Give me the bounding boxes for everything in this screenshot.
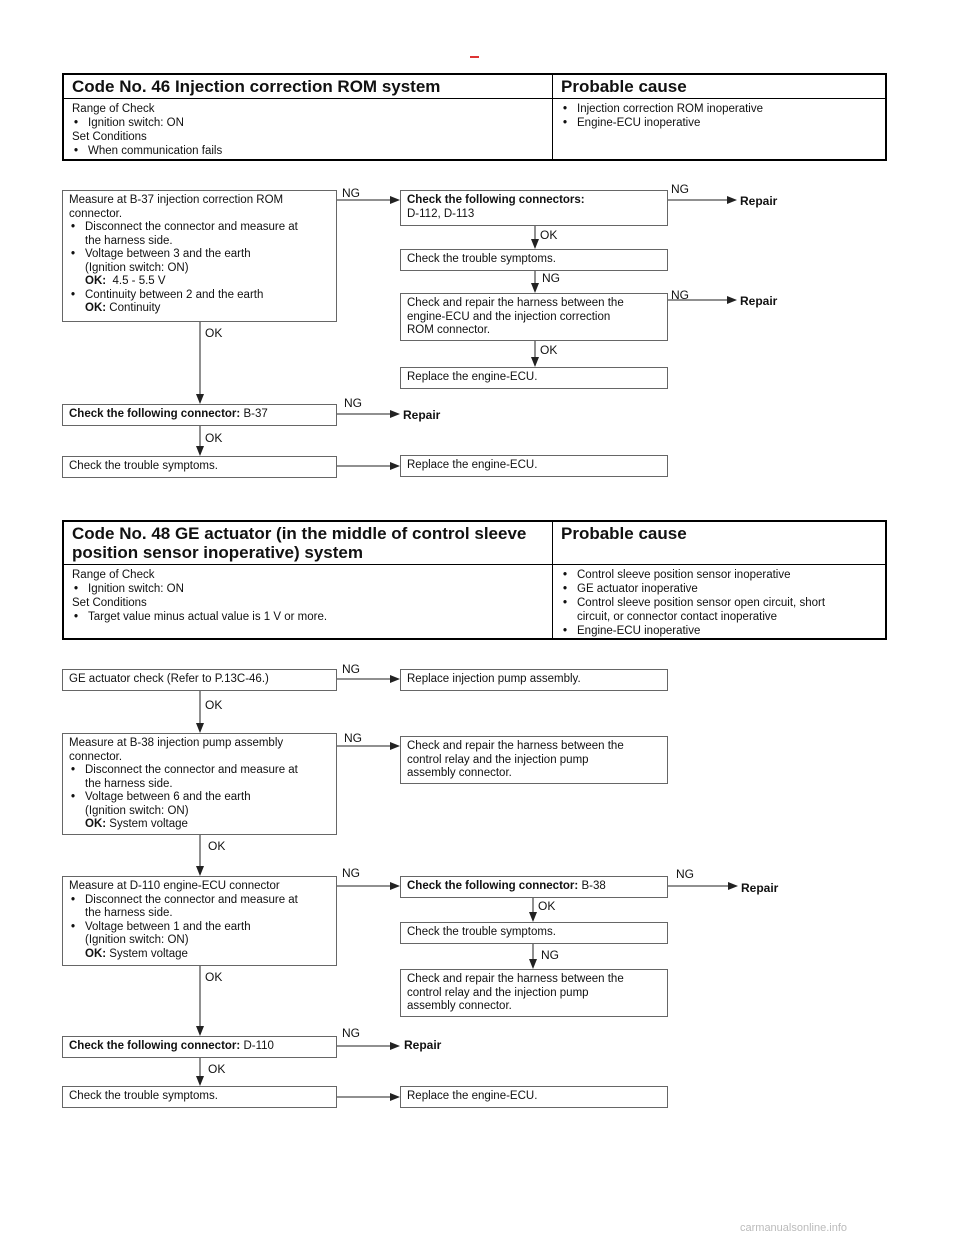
ok-label: OK <box>205 970 223 984</box>
ng-label: NG <box>342 1026 360 1040</box>
watermark: carmanualsonline.info <box>740 1222 848 1234</box>
measure-b37-box: Measure at B-37 injection correction ROM connector. • Disconnect the connector and measure at the harness side. • Voltage between 3 and the earth (Ignition switch: ON) OK: 4.5 - 5.5 V • Continuity between 2 and the earth OK: Continuity <box>62 190 337 322</box>
code46-causes: • Injection correction ROM inoperative • Engine-ECU inoperative <box>553 100 899 132</box>
repair-harness-box-b: Check and repair the harness between the control relay and the injection pump assembly connector. <box>400 969 668 1017</box>
code48-title: Code No. 48 GE actuator (in the middle of control sleeve position sensor inoperative) system <box>72 524 527 562</box>
ng-label: NG <box>671 182 689 196</box>
repair-label: Repair <box>404 1038 442 1052</box>
repair-harness-rom-box: Check and repair the harness between the engine-ECU and the injection correction ROM connector. <box>400 293 668 341</box>
code48-conditions: Range of Check • Ignition switch: ON Set Conditions • Target value minus actual value is 1 V or more. <box>64 566 568 626</box>
code48-cause-header: Probable cause <box>561 524 687 543</box>
measure-b38-box: Measure at B-38 injection pump assembly connector. • Disconnect the connector and measure at the harness side. • Voltage between 6 and the earth (Ignition switch: ON) OK: System voltage <box>62 733 337 835</box>
ng-label: NG <box>541 948 559 962</box>
ge-actuator-check-box: GE actuator check (Refer to P.13C-46.) <box>62 669 337 691</box>
replace-ecu-box-2: Replace the engine-ECU. <box>400 455 668 477</box>
check-connector-d110-box: Check the following connector: D-110 <box>62 1036 337 1058</box>
repair-harness-box-a: Check and repair the harness between the control relay and the injection pump assembly connector. <box>400 736 668 784</box>
ok-label: OK <box>540 343 558 357</box>
ng-label: NG <box>342 186 360 200</box>
check-connector-b37-box: Check the following connector: B-37 <box>62 404 337 426</box>
code46-title: Code No. 46 Injection correction ROM system <box>72 77 441 96</box>
ok-label: OK <box>205 431 223 445</box>
check-connector-b38-box: Check the following connector: B-38 <box>400 876 668 898</box>
ng-label: NG <box>344 396 362 410</box>
repair-label: Repair <box>403 408 441 422</box>
ok-label: OK <box>205 698 223 712</box>
trouble-symptoms-box-1: Check the trouble symptoms. <box>400 249 668 271</box>
ok-label: OK <box>540 228 558 242</box>
ok-label: OK <box>538 899 556 913</box>
replace-ecu-box-1: Replace the engine-ECU. <box>400 367 668 389</box>
ok-label: OK <box>208 1062 226 1076</box>
repair-label: Repair <box>741 881 779 895</box>
ng-label: NG <box>342 866 360 880</box>
trouble-symptoms-box-3: Check the trouble symptoms. <box>400 922 668 944</box>
repair-label: Repair <box>740 294 778 308</box>
ng-label: NG <box>676 867 694 881</box>
ok-label: OK <box>205 326 223 340</box>
replace-ecu-box-3: Replace the engine-ECU. <box>400 1086 668 1108</box>
ng-label: NG <box>344 731 362 745</box>
ng-label: NG <box>342 662 360 676</box>
measure-d110-box: Measure at D-110 engine-ECU connector • Disconnect the connector and measure at the harness side. • Voltage between 1 and the earth (Ignition switch: ON) OK: System voltage <box>62 876 337 966</box>
code48-causes: • Control sleeve position sensor inoperative • GE actuator inoperative • Control sleeve position sensor open circuit, short circuit, or connector contact inoperative • Engine-ECU inoperative <box>553 566 899 640</box>
ok-label: OK <box>208 839 226 853</box>
ng-label: NG <box>671 288 689 302</box>
check-connectors-box: Check the following connectors: D-112, D-113 <box>400 190 668 226</box>
repair-label: Repair <box>740 194 778 208</box>
code46-cause-header: Probable cause <box>561 77 687 96</box>
code46-conditions: Range of Check • Ignition switch: ON Set Conditions • When communication fails <box>64 100 568 160</box>
trouble-symptoms-box-4: Check the trouble symptoms. <box>62 1086 337 1108</box>
trouble-symptoms-box-2: Check the trouble symptoms. <box>62 456 337 478</box>
replace-pump-box: Replace injection pump assembly. <box>400 669 668 691</box>
ng-label: NG <box>542 271 560 285</box>
